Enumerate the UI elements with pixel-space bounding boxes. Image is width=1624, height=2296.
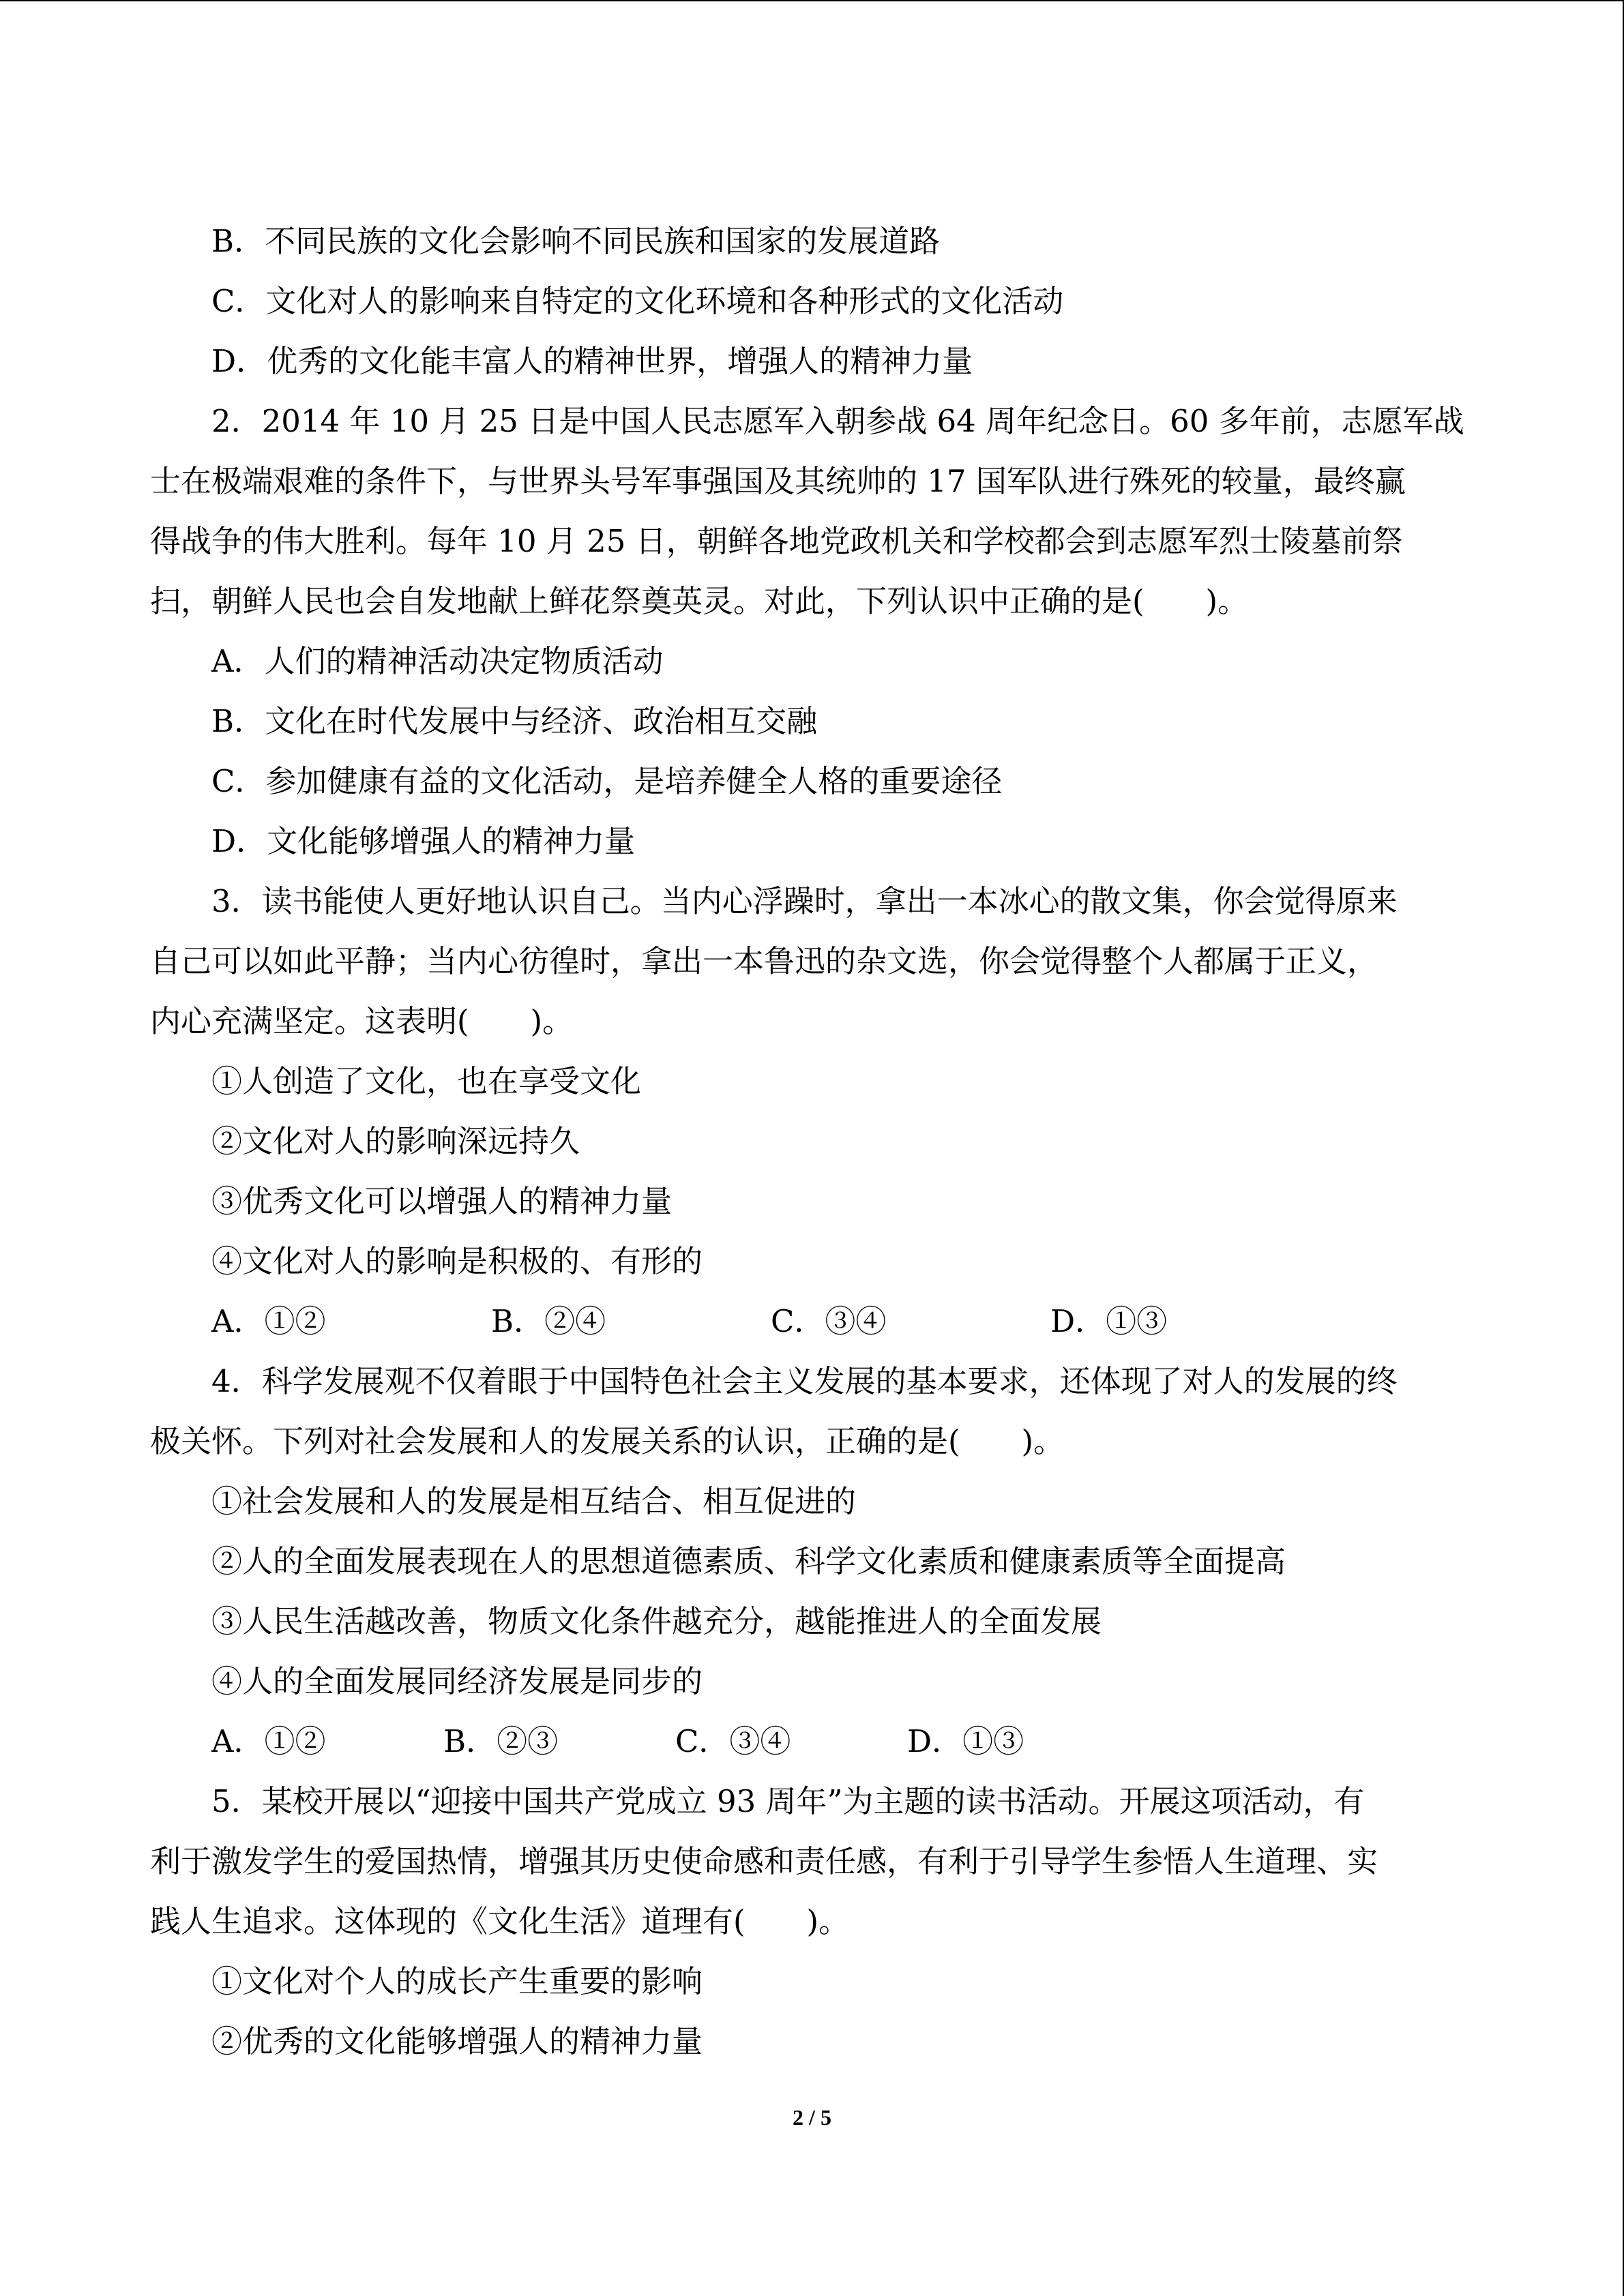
q3-statement-1: ①人创造了文化，也在享受文化	[211, 1063, 642, 1099]
q2-option-a: A．人们的精神活动决定物质活动	[211, 643, 664, 679]
q3-statement-3: ③优秀文化可以增强人的精神力量	[211, 1183, 673, 1219]
q3-option-d: D．①③	[1050, 1303, 1168, 1339]
q3-statement-4: ④文化对人的影响是积极的、有形的	[211, 1243, 703, 1279]
q5-statement-2: ②优秀的文化能够增强人的精神力量	[211, 2023, 703, 2059]
q3-option-b: B．②④	[491, 1303, 606, 1339]
page-number: 2 / 5	[793, 2105, 831, 2130]
q3-stem-line-3: 内心充满坚定。这表明( )。	[150, 1003, 574, 1039]
q5-stem-line-1: 5．某校开展以“迎接中国共产党成立 93 周年”为主题的读书活动。开展这项活动，有	[211, 1783, 1365, 1819]
q2-option-d: D．文化能够增强人的精神力量	[211, 823, 636, 859]
q4-option-d: D．①③	[907, 1723, 1024, 1759]
q2-option-c: C．参加健康有益的文化活动，是培养健全人格的重要途径	[211, 763, 1003, 799]
q4-statement-4: ④人的全面发展同经济发展是同步的	[211, 1663, 703, 1699]
q5-stem-line-3: 践人生追求。这体现的《文化生活》道理有( )。	[150, 1903, 850, 1939]
q4-statement-3: ③人民生活越改善，物质文化条件越充分，越能推进人的全面发展	[211, 1603, 1102, 1639]
q4-stem-line-1: 4．科学发展观不仅着眼于中国特色社会主义发展的基本要求，还体现了对人的发展的终	[211, 1363, 1398, 1399]
q2-stem-line-1: 2．2014 年 10 月 25 日是中国人民志愿军入朝参战 64 周年纪念日。60 多年前，志愿军战	[211, 403, 1464, 439]
q4-option-a: A．①②	[211, 1723, 326, 1759]
q3-stem-line-1: 3．读书能使人更好地认识自己。当内心浮躁时，拿出一本冰心的散文集，你会觉得原来	[211, 883, 1398, 919]
q4-statement-1: ①社会发展和人的发展是相互结合、相互促进的	[211, 1483, 857, 1519]
page-content	[150, 211, 1473, 2072]
q3-option-a: A．①②	[211, 1303, 326, 1339]
q3-options-row	[150, 1292, 1473, 1352]
q4-statement-2: ②人的全面发展表现在人的思想道德素质、科学文化素质和健康素质等全面提高	[211, 1543, 1286, 1579]
q2-stem-line-2: 士在极端艰难的条件下，与世界头号军事强国及其统帅的 17 国军队进行殊死的较量，最终赢	[150, 463, 1406, 499]
q3-stem-line-2: 自己可以如此平静；当内心彷徨时，拿出一本鲁迅的杂文选，你会觉得整个人都属于正义，	[150, 943, 1378, 979]
q4-stem-line-2: 极关怀。下列对社会发展和人的发展关系的认识，正确的是( )。	[150, 1423, 1065, 1459]
q3-statement-2: ②文化对人的影响深远持久	[211, 1123, 580, 1159]
q2-stem-line-4: 扫，朝鲜人民也会自发地献上鲜花祭奠英灵。对此，下列认识中正确的是( )。	[150, 583, 1249, 619]
q1-option-c: C．文化对人的影响来自特定的文化环境和各种形式的文化活动	[211, 283, 1064, 319]
q4-option-b: B．②③	[443, 1723, 559, 1759]
q5-stem-line-2: 利于激发学生的爱国热情，增强其历史使命感和责任感，有利于引导学生参悟人生道理、实	[150, 1843, 1378, 1879]
q3-option-c: C．③④	[771, 1303, 887, 1339]
q2-option-b: B．文化在时代发展中与经济、政治相互交融	[211, 703, 818, 739]
q5-statement-1: ①文化对个人的成长产生重要的影响	[211, 1963, 703, 1999]
q4-options-row	[150, 1712, 1473, 1772]
q1-option-d: D．优秀的文化能丰富人的精神世界，增强人的精神力量	[211, 343, 973, 379]
q4-option-c: C．③④	[675, 1723, 791, 1759]
q1-option-b: B．不同民族的文化会影响不同民族和国家的发展道路	[211, 223, 941, 259]
q2-stem-line-3: 得战争的伟大胜利。每年 10 月 25 日，朝鲜各地党政机关和学校都会到志愿军烈士陵墓前祭	[150, 523, 1403, 559]
